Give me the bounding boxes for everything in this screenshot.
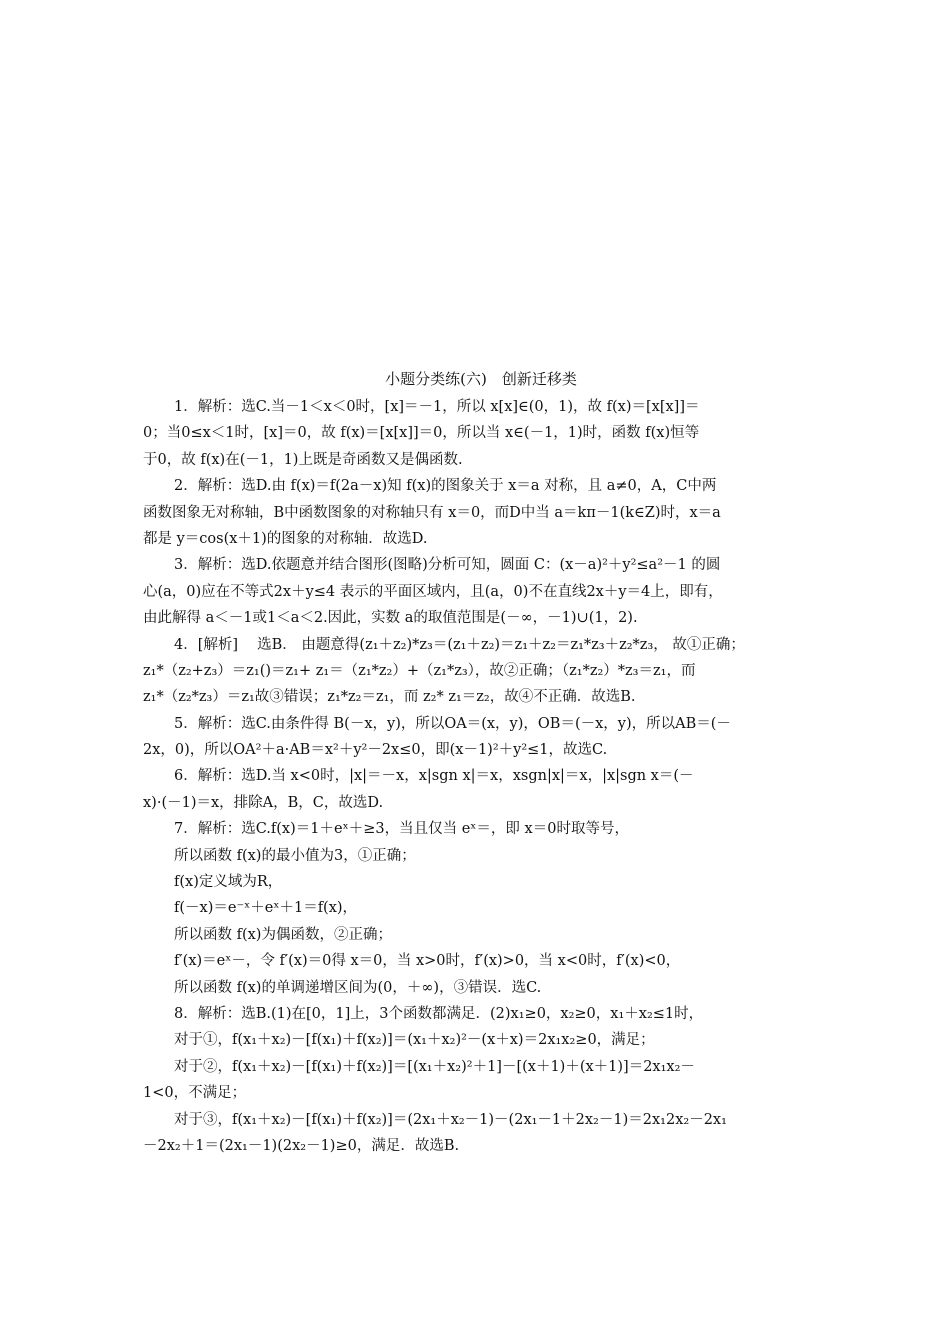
text-line: 1<0，不满足； [143,1085,247,1102]
text-line: f′(x)＝eˣ－，令 f′(x)＝0得 x＝0，当 x>0时，f′(x)>0，当 x<0时，f′(x)<0， [174,953,681,970]
text-line: 8．解析：选B.(1)在[0，1]上，3个函数都满足．(2)x₁≥0，x₂≥0，x₁＋x₂≤1时， [174,1005,704,1022]
text-line: f(x)定义域为R， [174,874,283,891]
text-line: 所以函数 f(x)的最小值为3，①正确； [174,847,416,864]
text-line: 对于②，f(x₁＋x₂)－[f(x₁)＋f(x₂)]＝[(x₁＋x₂)²＋1]－[(x＋1)＋(x＋1)]＝2x₁x₂－ [174,1058,695,1075]
text-line: 4．[解析] 选B． 由题意得(z₁＋z₂)*z₃＝(z₁＋z₂)＝z₁＋z₂＝z₁*z₃＋z₂*z₃， 故①正确； [174,636,745,653]
text-line: 2．解析：选D.由 f(x)＝f(2a－x)知 f(x)的图象关于 x＝a 对称，且 a≠0，A，C中两 [174,478,717,495]
text-line: 所以函数 f(x)为偶函数，②正确； [174,926,392,943]
text-line: z₁*（z₂*z₃）＝z₁故③错误；z₁*z₂＝z₁，而 z₂* z₁＝z₂，故④不正确．故选B. [143,689,636,706]
text-line: 函数图象无对称轴，B中函数图象的对称轴只有 x＝0，而D中当 a＝kπ－1(k∈Z)时，x＝a [143,504,721,521]
text-line: z₁*（z₂+z₃）＝z₁()＝z₁+ z₁＝（z₁*z₂）+（z₁*z₃），故②正确；（z₁*z₂）*z₃＝z₁，而 [143,662,696,679]
text-line: 于0，故 f(x)在(－1，1)上既是奇函数又是偶函数. [143,451,463,468]
text-line: 5．解析：选C.由条件得 B(－x，y)，所以OA＝(x，y)，OB＝(－x，y)，所以AB＝(－ [174,715,731,732]
text-line: 3．解析：选D.依题意并结合图形(图略)分析可知，圆面 C：(x－a)²＋y²≤a²－1 的圆 [174,557,721,574]
text-line: 2x，0)，所以OA²＋a·AB＝x²＋y²－2x≤0，即(x－1)²＋y²≤1，故选C. [143,742,608,759]
solution-body [143,394,819,1159]
text-line: 都是 y＝cos(x＋1)的图象的对称轴．故选D. [143,530,428,547]
text-line: 7．解析：选C.f(x)＝1＋eˣ＋≥3，当且仅当 eˣ＝，即 x＝0时取等号， [174,821,629,838]
text-line: 对于③，f(x₁＋x₂)－[f(x₁)＋f(x₂)]＝(2x₁＋x₂－1)－(2x₁－1＋2x₂－1)＝2x₁2x₂－2x₁ [174,1111,727,1128]
text-line: 对于①，f(x₁＋x₂)－[f(x₁)＋f(x₂)]＝(x₁＋x₂)²－(x＋x)＝2x₁x₂≥0，满足； [174,1032,655,1049]
text-line: －2x₂＋1＝(2x₁－1)(2x₂－1)≥0，满足．故选B. [143,1137,460,1154]
text-line: 0；当0≤x＜1时，[x]＝0，故 f(x)＝[x[x]]＝0，所以当 x∈(－1，1)时，函数 f(x)恒等 [143,425,700,442]
text-line: 1．解析：选C.当－1＜x＜0时，[x]＝－1，所以 x[x]∈(0，1)，故 f(x)＝[x[x]]＝ [174,399,700,415]
text-line: f(－x)＝e⁻ˣ＋eˣ＋1＝f(x)， [174,900,358,917]
text-line: 心(a，0)应在不等式2x＋y≤4 表示的平面区域内，且(a，0)不在直线2x＋y＝4上，即有， [143,583,723,600]
text-line: 由此解得 a＜－1或1＜a＜2.因此，实数 a的取值范围是(－∞，－1)∪(1，2). [143,610,638,627]
text-line: x)·(－1)＝x，排除A，B，C，故选D. [143,794,384,811]
page-title: 小题分类练(六) 创新迁移类 [385,370,577,388]
text-line: 6．解析：选D.当 x<0时，|x|＝－x，x|sgn x|＝x，xsgn|x|＝x，|x|sgn x＝(－ [174,768,694,785]
solution-document [143,364,819,1159]
text-line: 所以函数 f(x)的单调递增区间为(0，＋∞)，③错误．选C. [174,979,542,996]
